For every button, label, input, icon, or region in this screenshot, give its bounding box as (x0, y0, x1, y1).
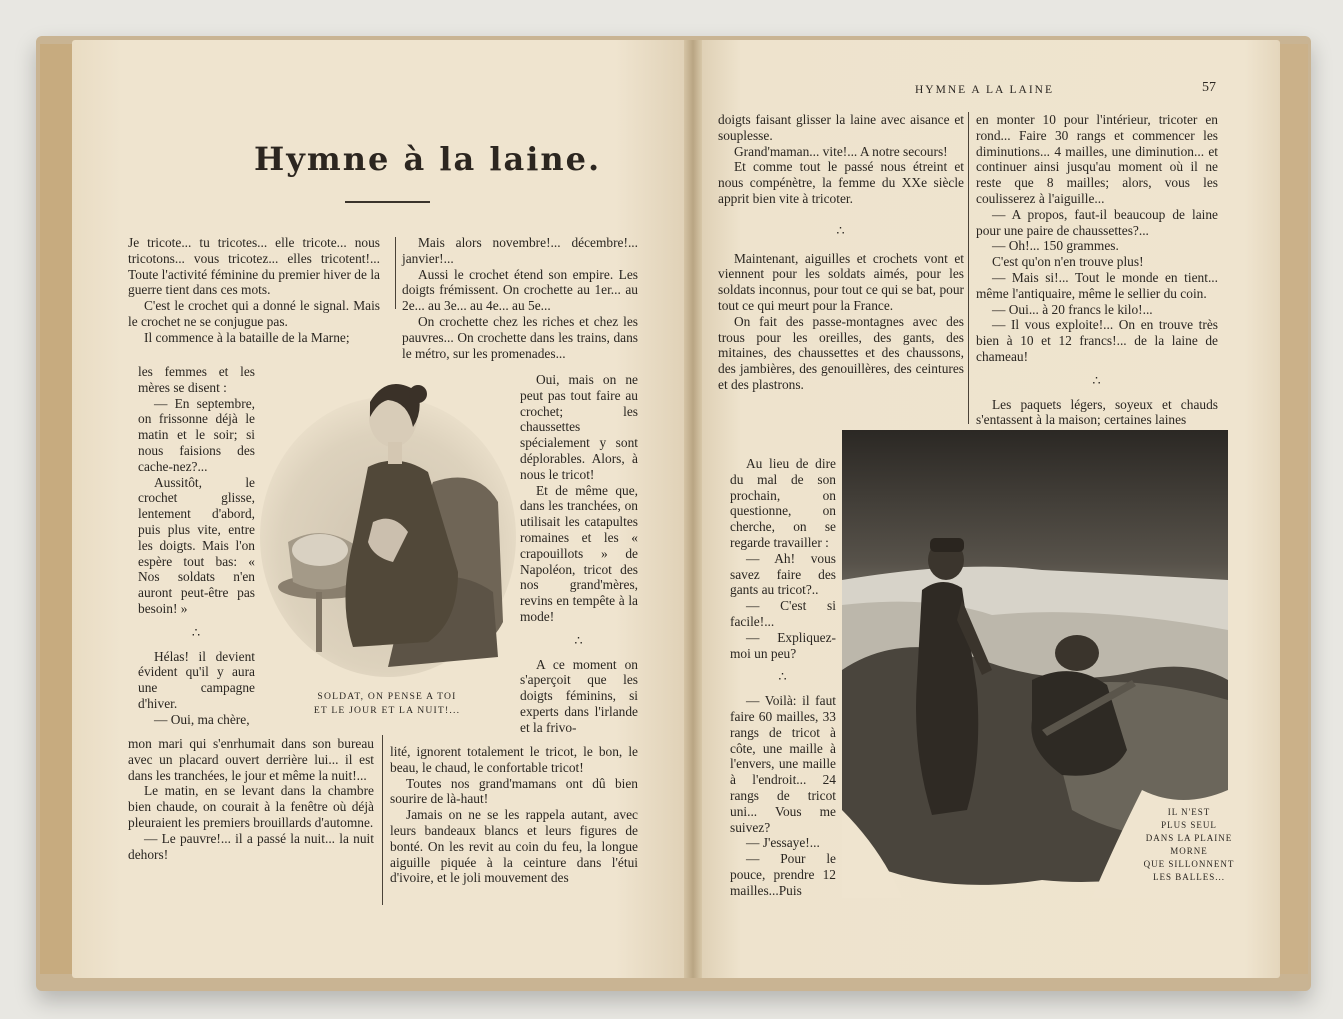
paragraph: Je tricote... tu tricotes... elle tricote... nous tricotons... vous tricotez... elles tricotent!... Toute l'activité féminine du premier hiver de la guerre tient dans ces mots. (128, 235, 380, 298)
left-col2-top (402, 235, 638, 361)
paragraph: Mais alors novembre!... décembre!... janvier!... (402, 235, 638, 266)
knitting-woman-illustration (258, 372, 520, 682)
paragraph: — Il vous exploite!... On en trouve très bien à 10 et 12 francs!... de la laine de chameau! (976, 317, 1218, 364)
right-col1-narrow (730, 456, 836, 899)
paragraph: mon mari qui s'enrhumait dans son bureau avec un placard ouvert derrière lui... il est dans les tranchées, le jour et même la nuit!... (128, 736, 374, 783)
running-header: HYMNE A LA LAINE (915, 84, 1055, 96)
paragraph: les femmes et les mères se disent : (138, 364, 255, 395)
right-illustration-caption (1140, 806, 1238, 884)
caption-line: IL N'EST (1167, 807, 1211, 817)
page-edges-left (40, 44, 74, 974)
paragraph: — Voilà: il faut faire 60 mailles, 33 rangs de tricot à côte, une maille à l'envers, une maille à l'endroit... 24 rangs de tricot uni... Vous me suivez? (730, 693, 836, 835)
paragraph: — C'est si facile!... (730, 598, 836, 629)
right-col1-top (718, 112, 964, 393)
paragraph: Grand'maman... vite!... A notre secours! (734, 143, 948, 159)
paragraph: Maintenant, aiguilles et crochets vont et viennent pour les soldats aimés, pour les soldats inconnus, pour tout ce qui se bat, pour tout ce qui meurt pour la France. (718, 250, 964, 313)
paragraph: — J'essaye!... (746, 835, 820, 851)
paragraph: — Ah! vous savez faire des gants au tricot?.. (730, 550, 836, 598)
paragraph: Aussitôt, le crochet glisse, lentement d'abord, puis plus vite, entre les doigts. Mais l'on espère tout bas: « Nos soldats n'en auront peut-être pas besoin! » (138, 474, 255, 616)
paragraph: Hélas! il devient évident qu'il y aura une campagne d'hiver. (138, 648, 255, 711)
caption-line: SOLDAT, ON PENSE A TOI (317, 691, 457, 702)
left-column-divider-top (395, 237, 396, 309)
left-column-divider-bottom (382, 735, 383, 905)
asterism: ∴ (191, 624, 202, 640)
paragraph: — Oh!... 150 grammes. (992, 238, 1119, 254)
left-col1-top (128, 235, 380, 346)
paragraph: C'est le crochet qui a donné le signal. Mais le crochet ne se conjugue pas. (128, 298, 380, 329)
paragraph: Jamais on ne se les rappela autant, avec leurs bandeaux blancs et leurs figures de bonté. On les revit au coin du feu, la longue aiguille piquée à la ceinture dans l'étui d'ivoire, et le joli mouvement des (390, 807, 638, 886)
paragraph: Oui, mais on ne peut pas tout faire au crochet; les chaussettes spécialement y sont déplorables. Alors, à nous le tricot! (520, 372, 638, 482)
paragraph: — Expliquez-moi un peu? (730, 629, 836, 661)
article-title: Hymne à la laine. (254, 140, 602, 178)
left-col1-bottom (128, 736, 374, 862)
paragraph: Et de même que, dans les tranchées, on utilisait les catapultes romaines et les « crapouillots » de Napoléon, tricot des nos grand'mères, revins en tempête à la mode! (520, 482, 638, 624)
paragraph: lité, ignorent totalement le tricot, le bon, le beau, le chaud, le confortable tricot! (390, 744, 638, 775)
caption-line: MORNE (1170, 846, 1208, 856)
paragraph: Les paquets légers, soyeux et chauds s'entassent à la maison; certaines laines (976, 396, 1218, 428)
paragraph: Toutes nos grand'mamans ont dû bien sourire de là-haut! (390, 775, 638, 807)
paragraph: — Oui... à 20 francs le kilo!... (992, 301, 1153, 317)
asterism: ∴ (836, 222, 846, 238)
page-number: 57 (1202, 80, 1216, 95)
asterism: ∴ (778, 669, 788, 685)
caption-line: ET LE JOUR ET LA NUIT!... (313, 705, 461, 716)
paragraph: Le matin, en se levant dans la chambre bien chaude, on courait à la fenêtre où déjà pleuraient les premiers brouillards d'automne. (128, 783, 374, 830)
paragraph: — Le pauvre!... il a passé la nuit... la nuit dehors! (128, 830, 374, 862)
asterism: ∴ (574, 632, 584, 648)
title-rule (345, 201, 430, 203)
right-col2 (976, 112, 1218, 428)
paragraph: — A propos, faut-il beaucoup de laine pour une paire de chaussettes?... (976, 206, 1218, 238)
paragraph: Il commence à la bataille de la Marne; (144, 329, 350, 345)
asterism: ∴ (1092, 372, 1102, 388)
left-illustration-caption (298, 690, 476, 718)
paragraph: Au lieu de dire du mal de son prochain, on questionne, on cherche, on se regarde travailler : (730, 456, 836, 550)
left-col1-wrap (138, 364, 255, 728)
paragraph: — Oui, ma chère, (154, 711, 250, 727)
caption-line: LES BALLES... (1152, 872, 1225, 882)
paragraph: en monter 10 pour l'intérieur, tricoter en rond... Faire 30 rangs et commencer les diminutions... 4 mailles, une diminution... et continuer ainsi jusqu'au moment où il ne reste que 8 mailles; alors, vous les coulisserez à l'aiguille... (976, 112, 1218, 206)
paragraph: A ce moment on s'aperçoit que les doigts féminins, si experts dans l'irlande et la frivo- (520, 656, 638, 735)
paragraph: Aussi le crochet étend son empire. Les doigts frémissent. On crochette au 1er... au 2e... au 3e... au 4e... au 5e... (402, 266, 638, 314)
right-column-divider (968, 112, 969, 424)
paragraph: — En septembre, on frissonne déjà le matin et le soir; si nous faisions des cache-nez?... (138, 395, 255, 474)
caption-line: DANS LA PLAINE (1145, 833, 1233, 843)
paragraph: C'est qu'on n'en trouve plus! (992, 254, 1144, 270)
paragraph: doigts faisant glisser la laine avec aisance et souplesse. (718, 112, 964, 143)
paragraph: On fait des passe-montagnes avec des trous pour les oreilles, des gants, des mitaines, des chaussettes et des chaussons, des jambières, des genouillères, des ceintures et des plastrons. (718, 313, 964, 392)
left-col2-bottom (390, 744, 638, 886)
paragraph: Et comme tout le passé nous étreint et nous compénètre, la femme du XXe siècle apprit bien vite à tricoter. (718, 159, 964, 206)
caption-line: QUE SILLONNENT (1143, 859, 1235, 869)
paragraph: — Mais si!... Tout le monde en tient... même l'antiquaire, même le sellier du coin. (976, 269, 1218, 301)
left-col2-wrap (520, 372, 638, 736)
paragraph: On crochette chez les riches et chez les pauvres... On crochette dans les trains, dans le métro, sur les promenades... (402, 313, 638, 361)
caption-line: PLUS SEUL (1161, 820, 1217, 830)
book-gutter (684, 40, 702, 978)
paragraph: — Pour le pouce, prendre 12 mailles...Puis (730, 851, 836, 898)
